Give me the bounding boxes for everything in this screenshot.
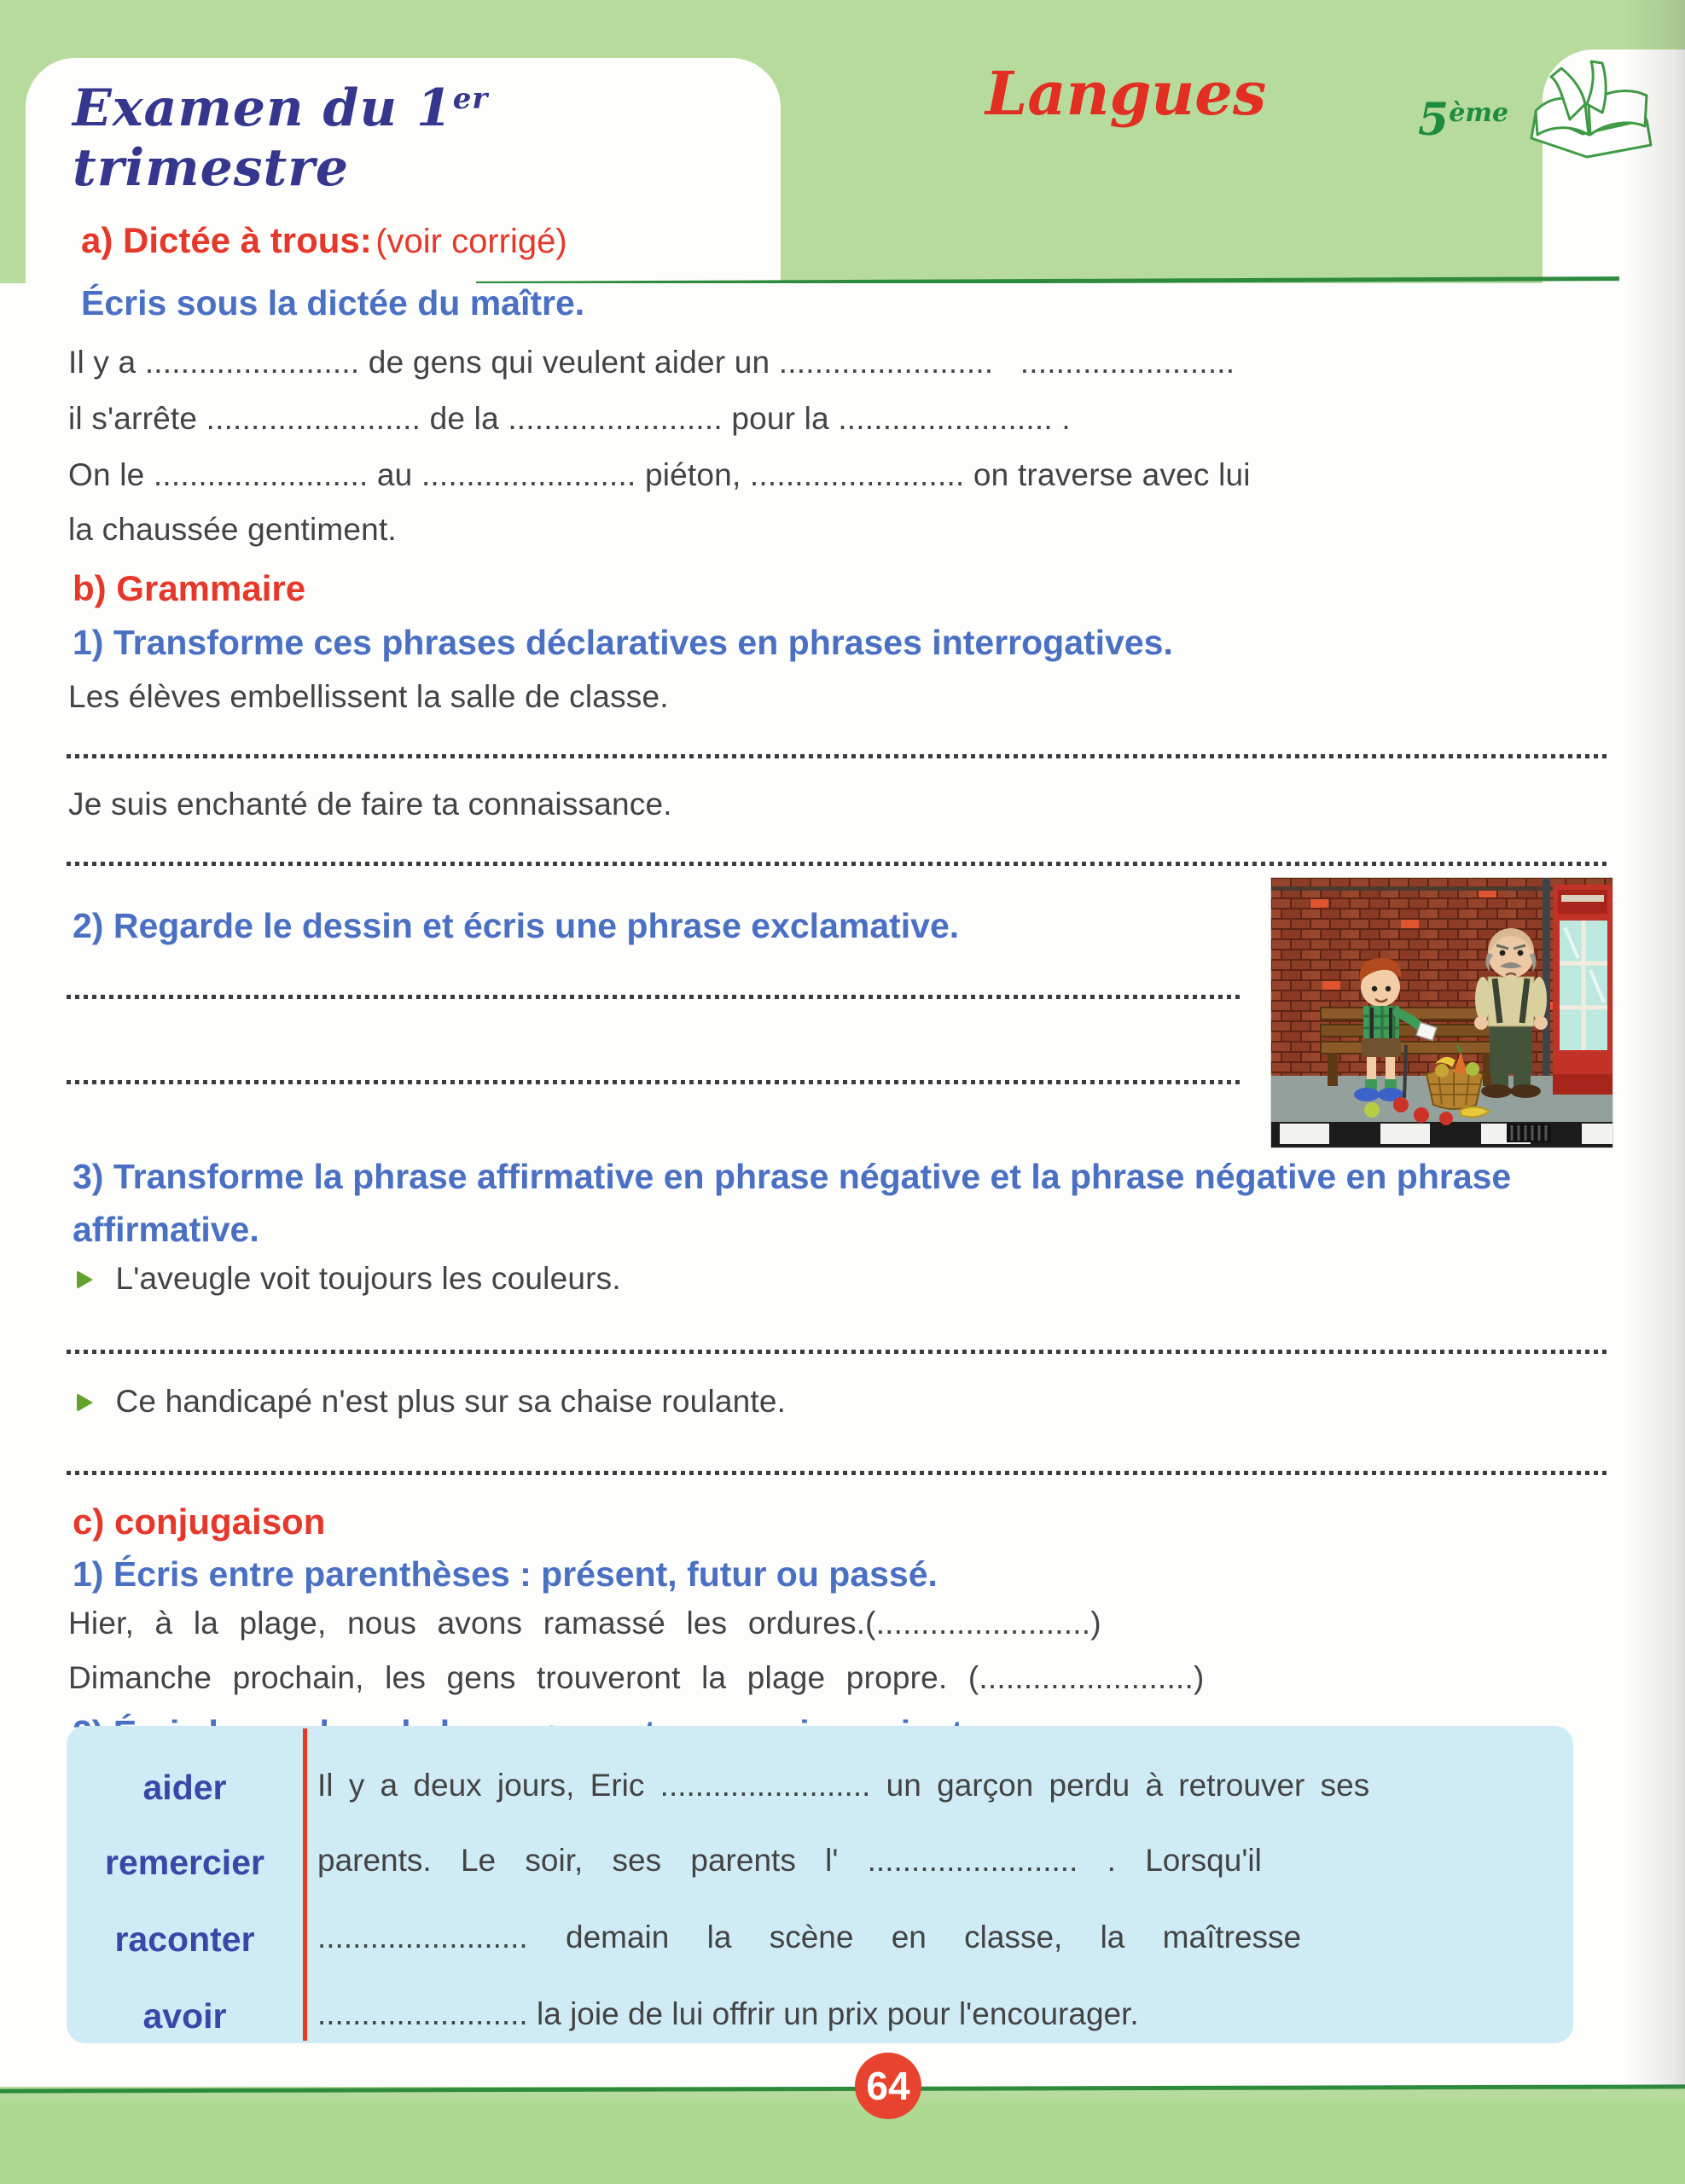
answer-line xyxy=(67,995,1244,999)
triangle-bullet-icon xyxy=(77,1270,93,1289)
verb-text-line: Il y a deux jours, Eric ........................ un garçon perdu à retrouver ses xyxy=(317,1768,1370,1803)
verb-text-line: ........................ la joie de lui offrir un prix pour l'encourager. xyxy=(317,1996,1139,2031)
grammaire-ex1-sentence2: Je suis enchanté de faire ta connaissance. xyxy=(68,787,672,822)
grammaire-ex1-sentence1: Les élèves embellissent la salle de classe. xyxy=(68,679,669,714)
page-title-text: Examen du 1 xyxy=(73,78,453,138)
open-book-icon xyxy=(1510,53,1672,164)
grammaire-ex3-item1: L'aveugle voit toujours les couleurs. xyxy=(77,1261,621,1297)
answer-line xyxy=(67,1350,1607,1354)
grade-suffix: ème xyxy=(1449,98,1509,128)
verb-text-line: ........................ demain la scène en classe, la maîtresse xyxy=(317,1920,1302,1955)
grammaire-ex2-title: 2) Regarde le dessin et écris une phrase exclamative. xyxy=(73,906,960,945)
section-grammaire-heading: b) Grammaire xyxy=(73,568,306,608)
dictee-line-1: Il y a ........................ de gens qui veulent aider un ........................ ........................ xyxy=(68,345,1235,380)
margin-verb: raconter xyxy=(114,1920,255,1959)
answer-line xyxy=(67,862,1607,866)
grammaire-ex3-title: 3) Transforme la phrase affirmative en phrase négative et la phrase négative en phrase affirmative. xyxy=(73,1157,1512,1249)
section-dictee-heading xyxy=(81,220,567,261)
margin-verb: aider xyxy=(142,1768,227,1807)
conjugaison-ex1-sentence1: Hier, à la plage, nous avons ramassé les ordures.(........................) xyxy=(68,1606,1101,1641)
margin-verb: remercier xyxy=(105,1843,264,1882)
page-title xyxy=(73,78,755,198)
margin-verb: avoir xyxy=(142,1996,227,2036)
section-conjugaison-heading: c) conjugaison xyxy=(73,1502,326,1542)
grammaire-ex1-title: 1) Transforme ces phrases déclaratives en phrases interrogatives. xyxy=(73,623,1173,662)
grammaire-ex3-item2: Ce handicapé n'est plus sur sa chaise roulante. xyxy=(77,1384,786,1420)
drain-pipe xyxy=(1543,878,1550,1081)
dictee-label: a) Dictée à trous: xyxy=(81,220,372,260)
page-title-rest: trimestre xyxy=(73,138,350,198)
dictee-line-2: il s'arrête ........................ de la ........................ pour la ........................ . xyxy=(68,401,1071,436)
dictee-instruction: Écris sous la dictée du maître. xyxy=(81,283,585,322)
dictee-note: (voir corrigé) xyxy=(375,223,567,260)
dictee-line-4: la chaussée gentiment. xyxy=(68,512,397,547)
subject-title: Langues xyxy=(985,58,1267,129)
verb-text-line: parents. Le soir, ses parents l' ........................ . Lorsqu'il xyxy=(317,1843,1262,1878)
grade-label xyxy=(1418,94,1508,146)
conjugaison-ex1-sentence2: Dimanche prochain, les gens trouveront la plage propre. (........................) xyxy=(68,1660,1205,1695)
footer-band xyxy=(0,2100,1685,2184)
triangle-bullet-icon xyxy=(77,1393,93,1412)
grade-number: 5 xyxy=(1418,94,1450,146)
margin-divider xyxy=(303,1728,307,2041)
answer-line xyxy=(67,1080,1244,1084)
page-title-sup: er xyxy=(452,82,489,116)
dictee-line-3: On le ........................ au ........................ piéton, ........................ on traverse avec lui xyxy=(68,457,1251,492)
conjugaison-ex1-title: 1) Écris entre parenthèses : présent, futur ou passé. xyxy=(73,1554,938,1594)
phone-booth xyxy=(1553,885,1612,1095)
page-number-badge: 64 xyxy=(855,2053,921,2119)
street-scene-illustration xyxy=(1270,877,1613,1148)
answer-line xyxy=(67,754,1607,758)
answer-line xyxy=(67,1471,1607,1475)
